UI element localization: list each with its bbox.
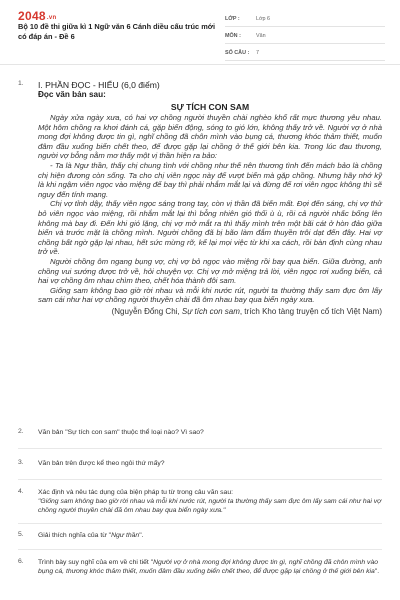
site-logo[interactable] (18, 9, 56, 23)
meta-label: LỚP : (225, 16, 240, 22)
question-text: Văn bản "Sự tích con sam" thuộc thể loại nào? Vì sao? (38, 429, 204, 436)
credit-suffix: , trích Kho tàng truyện cổ tích Việt Nam) (239, 306, 382, 316)
question-text (38, 531, 382, 540)
question-number: 3. (18, 459, 24, 466)
section-title: I. PHẦN ĐỌC - HIỂU (6,0 điểm) (38, 80, 160, 90)
meta-value: Lớp 6 (256, 16, 271, 22)
question-number: 2. (18, 428, 24, 435)
story-paragraph: Người chồng ôm ngang bụng vợ, chị vợ bỏ ngọc vào miệng rồi bay qua biển. Giữa đường, anh chồng vui sướng được trở về, hỏi chuyện vợ. Chị vợ mở miệng trả lời, viên ngọc rơi xuống biển, cả hai vợ chồng ôm nhau chìm theo, chết hóa thành đôi sam. (38, 256, 382, 286)
question-divider (18, 448, 382, 449)
logo-sub: .vn (46, 15, 57, 21)
logo-main: 2048 (18, 9, 46, 23)
document-title: Bộ 10 đề thi giữa kì 1 Ngữ văn 6 Cánh diều cấu trúc mới có đáp án - Đề 6 (18, 22, 216, 41)
question-text (38, 558, 382, 576)
question-text-prefix: Giải thích nghĩa của từ " (38, 532, 112, 539)
question-divider (18, 523, 382, 524)
question-text: Văn bản trên được kể theo ngôi thứ mấy? (38, 460, 165, 467)
meta-label: MÔN : (225, 33, 241, 39)
section-heading (38, 80, 382, 100)
question-text-suffix: ". (374, 568, 380, 575)
meta-panel (225, 12, 385, 63)
meta-row-question-count (225, 46, 385, 61)
story-paragraph: Ngày xửa ngày xưa, có hai vợ chồng người thuyền chài nghèo khổ rất mực thương yêu nhau. Một hôm chồng ra khơi đánh cá, gặp biển động, sóng to gió lớn, không thấy trở về. Người vợ ở nhà mong đợi không được tin gì, nghĩ chồng đã chôn mình vào bụng cá, thương khóc thảm thiết, muốn đâm đầu xuống biển chết theo, để được gặp lại chồng ở thế giới bên kia. Trong lúc đau thương, người vợ bỗng nằm mơ thấy một vị thần hiện ra bảo: (38, 113, 382, 161)
question-number: 6. (18, 558, 24, 565)
credit-title: Sự tích con sam (181, 306, 240, 316)
credit-prefix: (Nguyễn Đổng Chi, (111, 306, 182, 316)
question-text-prefix: Trình bày suy nghĩ của em về chi tiết " (38, 559, 154, 566)
question-divider (18, 549, 382, 550)
story-body (38, 113, 382, 317)
question-quote: "Giống sam không bao giờ rời nhau và mỗi khi nước rút, người ta thường thấy sam đực ôm lấy sam cái như hai vợ chồng người thuyền chài đã ôm nhau bay qua biển ngày xưa." (38, 498, 382, 514)
meta-row-subject (225, 29, 385, 44)
meta-row-class (225, 12, 385, 27)
meta-value: Văn (256, 33, 266, 39)
question-number: 1. (18, 80, 24, 87)
question-number: 5. (18, 531, 24, 538)
story-credit (38, 306, 382, 317)
question-quote: Người vợ ở nhà mong đợi không được tin gì, nghĩ chồng đã chôn mình vào bụng cá, thương khóc thảm thiết, muốn đâm đầu xuống biển chết theo, để được gặp lại chồng ở thế giới bên kia (38, 559, 379, 575)
meta-label: SỐ CÂU : (225, 50, 250, 56)
question-text (38, 488, 382, 515)
section-instruction: Đọc văn bản sau: (38, 90, 106, 99)
meta-value: 7 (256, 50, 259, 56)
story-title: SỰ TÍCH CON SAM (170, 102, 250, 112)
page-header (0, 0, 400, 65)
question-number: 4. (18, 488, 24, 495)
story-paragraph: - Ta là Ngư thần, thấy chị chung tình với chồng như thế nên thương tình đến mách bảo là chồng chị hiện đương còn sống. Ta cho chị viên ngọc này để vượt biển mà gặp chồng. Nhưng hãy nhớ kỹ là khi ngậm viên ngọc vào miệng để bay thì phải nhắm mắt lại và đừng để rơi viên ngọc không thì sẽ nguy đến tính mạng. (38, 160, 382, 199)
question-text-suffix: ". (139, 532, 144, 539)
story-paragraph: Giống sam không bao giờ rời nhau và mỗi khi nước rút, người ta thường thấy sam đực ôm lấy sam cái như hai vợ chồng người thuyền chài đã ôm nhau bay qua biển ngày xưa. (38, 285, 382, 305)
question-term: Ngư thần (111, 532, 140, 539)
question-divider (18, 479, 382, 480)
question-prompt: Xác định và nêu tác dụng của biện pháp tu từ trong câu văn sau: (38, 489, 233, 496)
story-paragraph: Chị vợ tỉnh dậy, thấy viên ngọc sáng trong tay, còn vị thần đã biến mất. Đợi đến sáng, chị vợ thử bỏ viên ngọc vào miệng, rồi nhắm mắt lại thì bỗng nhiên gió thổi ù ù, rồi cả người nhấc bổng lên không mà bay đi. Đến khi gió lặng, chị vợ mở mắt ra thì thấy mình trên một bãi cát ở hòn đảo giữa biển và trước mặt là chồng mình. Người chồng đã bị bão làm đắm thuyền trôi dạt đến đây. Hai vợ chồng bất ngờ gặp lại nhau, hết sức mừng rỡ, kể lại mọi việc từ khi xa cách, rồi bàn định cùng nhau trở về. (38, 199, 382, 257)
